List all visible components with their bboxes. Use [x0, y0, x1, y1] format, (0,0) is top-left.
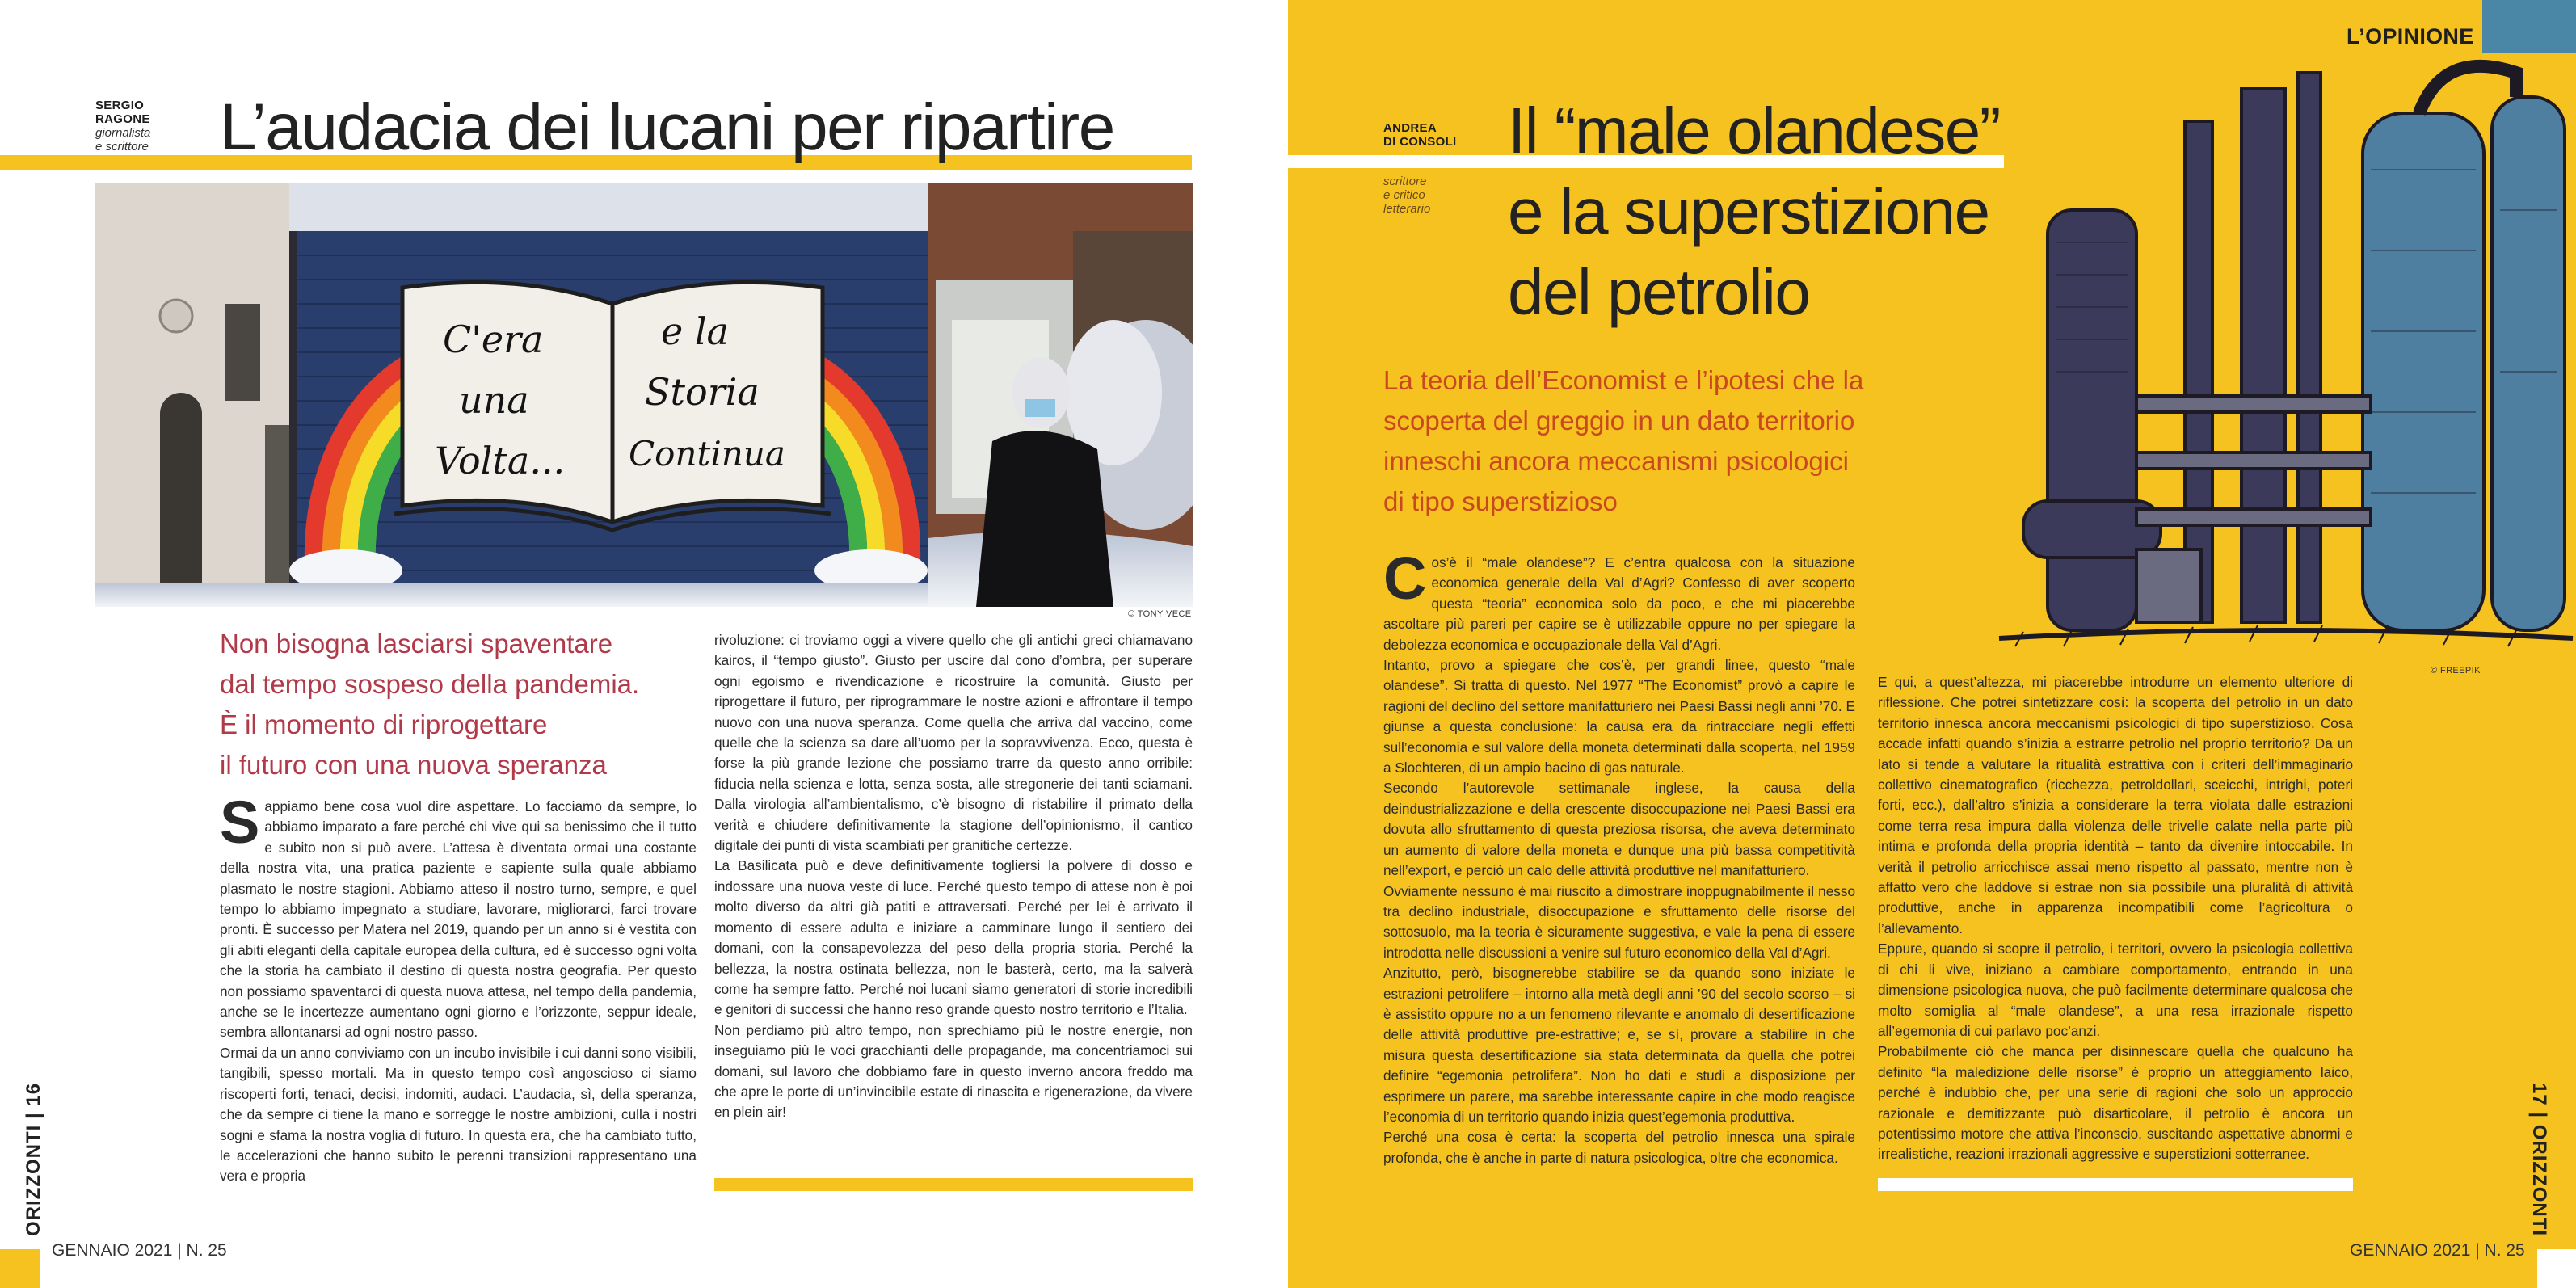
column-end-rule	[714, 1178, 1193, 1191]
graffiti-photo	[95, 183, 1193, 607]
graffiti-text: Storia	[645, 370, 760, 414]
graffiti-text: Continua	[629, 434, 785, 474]
section-tag: L’OPINIONE	[2347, 24, 2474, 48]
body-column-2	[1878, 672, 2353, 1165]
corner-block	[2482, 0, 2576, 53]
standfirst: La teoria dell’Economist e l’ipotesi che la scoperta del greggio in un dato territorio inneschi ancora meccanismi psicologici di tipo superstizioso	[1383, 365, 1864, 516]
author-name: SERGIO RAGONE	[95, 99, 150, 126]
column-end-rule	[1878, 1178, 2353, 1191]
page-title-line-3: del petrolio	[1508, 256, 1810, 328]
paragraph: La Basilicata può e deve definitivamente togliersi la polvere di dosso e indossare una nuova veste di luce. Perché questo tempo di attese non è poi molto diverso da altri già patiti e attraversati. Perché per lei è arrivato il momento di essere adulta e iniziare a camminare lungo il sentiero dei domani, con la consapevolezza del peso della propria storia. Perché la bellezza, la nostra ostinata bellezza, non le basterà, certo, ma la salverà come ha sempre fatto. Perché noi lucani siamo generatori di storie incredibili e genitori di successi che hanno reso grande questo nostro territorio e l’Italia.	[714, 857, 1193, 1018]
paragraph: Secondo l’autorevole settimanale inglese, la causa della deindustrializzazione e della crescente disoccupazione nei Paesi Bassi era dovuta allo sfruttamento di questa preziosa risorsa, che aveva determinato un aumento di valore della moneta e dunque una più bassa competitività nell’export, e perciò un calo delle attività produttive nel manifatturiero.	[1383, 780, 1855, 879]
paragraph: Non perdiamo più altro tempo, non sprechiamo più le nostre energie, non inseguiamo più le voci gracchianti delle propagande, ma concentriamoci sui domani, sul lavoro che dobbiamo fare in questo inverno ancora freddo ma che apre le porte di un’invincibile estate di rinascita e rigenerazione, da vivere en plein air!	[714, 1021, 1193, 1121]
page-title-line-1: Il “male olandese”	[1508, 95, 2000, 166]
paragraph: E qui, a quest’altezza, mi piacerebbe introdurre un elemento ulteriore di riflessione. Che potrei sintetizzare così: la scoperta del petrolio in un dato territorio innesca ancora meccanismi psicologici di tipo superstizioso. Cosa accade infatti quando s’inizia a estrarre petrolio nel proprio territorio? Da un lato si tende a valutare la ritualità estrattiva con i criteri dell’immaginario collettivo cinematografico (ricchezza, petroldollari, sceicchi, intrighi, poteri forti, ecc.), dall’altro s’inizia a considerare la terra violata dalle estrazioni come terra resa impura dalla violenza delle trivelle calate nella parte più intima e profonda della propria identità – tanto da divenire intoccabile. In verità il petrolio arricchisce assai meno rispetto al passato, mentre non è affatto vero che laddove si estrae non sia possibile una pluralità di attività produttive, anche in apparenza incompatibili come l’agricoltura o l’allevamento.	[1878, 674, 2353, 937]
author-role: scrittore e critico letterario	[1383, 175, 1431, 216]
paragraph: Eppure, quando si scopre il petrolio, i territori, ovvero la psicologia collettiva di chi li vive, iniziano a cambiare comportamento, entrando in una dimensione psicologica nuova, che può facilmente determinare qualcosa che molto somiglia al “male olandese”, a una resa irrazionale rispetto all’egemonia di cui parlavo poc’anzi.	[1878, 941, 2353, 1039]
paragraph: Ovviamente nessuno è mai riuscito a dimostrare inoppugnabilmente il nesso tra declino industriale, disoccupazione e sfruttamento delle risorse del sottosuolo, ma la teoria è sicuramente suggestiva, e vale la pena di essere introdotta nelle discussioni a venire sul futuro economico della Val d’Agri.	[1383, 882, 1855, 961]
refinery-illustration	[1991, 48, 2576, 663]
corner-block	[2537, 1249, 2576, 1288]
paragraph: Anzitutto, però, bisognerebbe stabilire se da quando sono iniziate le estrazioni petrolifere – intorno alla metà degli anni ’90 del secolo scorso – si è assistito oppure no a un fenomeno rilevante e anomalo di desertificazione delle attività produttive pre-estrattive; e, se sì, provare a stabilire in che misura questa desertificazione sia stata determinata da quella che potrei definire “egemonia petrolifera”. Non ho dati e studi a disposizione per esprimere un parere, ma sarebbe interessante capire in che modo reagisce l’economia di un territorio quando inizia quest’egemonia produttiva.	[1383, 965, 1855, 1125]
section-vertical-label: ORIZZONTI | 16	[23, 1082, 44, 1236]
paragraph: Intanto, provo a spiegare che cos’è, per grandi linee, questo “male olandese”. Si tratta di questo. Nel 1977 “The Economist” provò a capire le ragioni del declino del settore manifatturiero nei Paesi Bassi negli anni ’70. E giunse a questa conclusione: la causa era da rintracciare negli effetti sull’economia e sul valore della moneta determinati dalla scoperta, nel 1959 a Slochteren, di un ampio bacino di gas naturale.	[1383, 657, 1855, 777]
photo-credit: © TONY VECE	[1128, 609, 1192, 619]
paragraph: appiamo bene cosa vuol dire aspettare. Lo facciamo da sempre, lo abbiamo imparato a fare perché chi vive qui sa benissimo che il tutto e subito non si può avere. L’attesa è diventata ormai una costante della nostra vita, una pratica paziente e sapiente sulla quale abbiamo plasmato le nostre stagioni. Abbiamo atteso il nostro turno, sempre, e quel tempo lo abbiamo impegnato a studiare, lavorare, migliorarci, farci trovare pronti. È successo per Matera nel 2019, quando per un anno si è vestita con gli abiti eleganti della capitale europea della cultura, ed è successo ogni volta che la storia ha cambiato il destino di questa nostra geografia. Per questo non possiamo spaventarci di questa nuova attesa, nel tempo della pandemia, anche se le incertezze aumentano ogni giorno e l’orizzonte, seppur ideale, sembra allontanarsi ad ogni nostro passo.	[220, 798, 697, 1041]
paragraph: os’è il “male olandese”? E c’entra qualcosa con la situazione economica generale della Val d’Agri? Confesso di aver scoperto questa “teoria” economica solo da poco, e che mi piacerebbe ascoltare più pareri per capire se è utilizzabile oppure no per spiegare la debolezza economica e occupazionale della Val d’Agri.	[1383, 554, 1855, 653]
graffiti-text: C'era	[443, 318, 544, 361]
body-column-1	[220, 789, 697, 1187]
article-photo	[95, 183, 1193, 607]
graffiti-text: una	[459, 378, 529, 422]
standfirst: Non bisogna lasciarsi spaventare dal tempo sospeso della pandemia. È il momento di riprogettare il futuro con una nuova speranza	[220, 629, 640, 780]
drop-cap: C	[1383, 545, 1427, 612]
page-folio: GENNAIO 2021 | N. 25	[52, 1241, 227, 1260]
author-role: giornalista e scrittore	[95, 126, 151, 154]
graffiti-text: e la	[661, 309, 729, 353]
illustration-credit: © FREEPIK	[2431, 666, 2481, 676]
paragraph: Probabilmente ciò che manca per disinnescare quella che qualcuno ha definito “la maledizione delle risorse” è proprio un atteggiamento laico, perché è indubbio che, per una serie di ragioni che solo un approccio razionale e demitizzante può disarticolare, il petrolio è ancora un potentissimo motore che attiva l’inconscio, suscitando aspettative abnormi e irrealistiche, reazioni irrazionali aggressive e superstizioni sotterranee.	[1878, 1043, 2353, 1163]
page-title-line-2: e la superstizione	[1508, 175, 1989, 247]
author-name: ANDREA DI CONSOLI	[1383, 121, 1457, 149]
right-page	[1288, 0, 2576, 1288]
paragraph: Perché una cosa è certa: la scoperta del petrolio innesca una spirale profonda, che è anche in parte di natura psicologica, oltre che economica.	[1383, 1129, 1855, 1166]
page-folio: GENNAIO 2021 | N. 25	[2350, 1241, 2525, 1260]
section-vertical-label: 17 | ORIZZONTI	[2528, 1083, 2550, 1237]
graffiti-text: Volta...	[435, 439, 566, 482]
corner-block	[0, 1249, 40, 1288]
body-column-1	[1383, 545, 1855, 1168]
body-column-2	[714, 630, 1193, 1123]
refinery-icon	[1991, 48, 2576, 663]
paragraph: rivoluzione: ci troviamo oggi a vivere quello che gli antichi greci chiamavano kairos, il “tempo giusto”. Giusto per uscire dal cono d’ombra, per superare ogni egoismo e rivendicazione e ricostruire la comunità. Giusto per riprogettare il futuro, per riprogrammare le nostre azioni e affrontare il tempo nuovo con una nuova speranza. Come quella che arriva dal vaccino, come quelle che la scienza sa dare all’uomo per la sopravvivenza. Ecco, questa è forse la più grande lezione che possiamo trarre da questo anno orribile: fiducia nella scienza e lotta, senza sosta, alle stregonerie dei tanti sciamani. Dalla virologia all’ambientalismo, c’è bisogno di ristabilire il primato della verità e chiudere definitivamente la stagione dell’opinionismo, il cantico digitale dei punti di vista scambiati per granitiche certezze.	[714, 632, 1193, 854]
paragraph: Ormai da un anno conviviamo con un incubo invisibile i cui danni sono visibili, tangibili, spesso mortali. Ma in questo tempo così angoscioso ci siamo riscoperti forti, tenaci, decisi, indomiti, audaci. L’audacia, sì, della speranza, che da sempre ci tiene la mano e sorregge le nostre ambizioni, culla i nostri sogni e sfama la nostra voglia di futuro. In questa era, che ha cambiato tutto, le accelerazioni che hanno subito le perenni transizioni rappresentano una vera e propria	[220, 1044, 697, 1185]
page-title: L’audacia dei lucani per ripartire	[220, 90, 1114, 164]
drop-cap: S	[220, 789, 260, 856]
